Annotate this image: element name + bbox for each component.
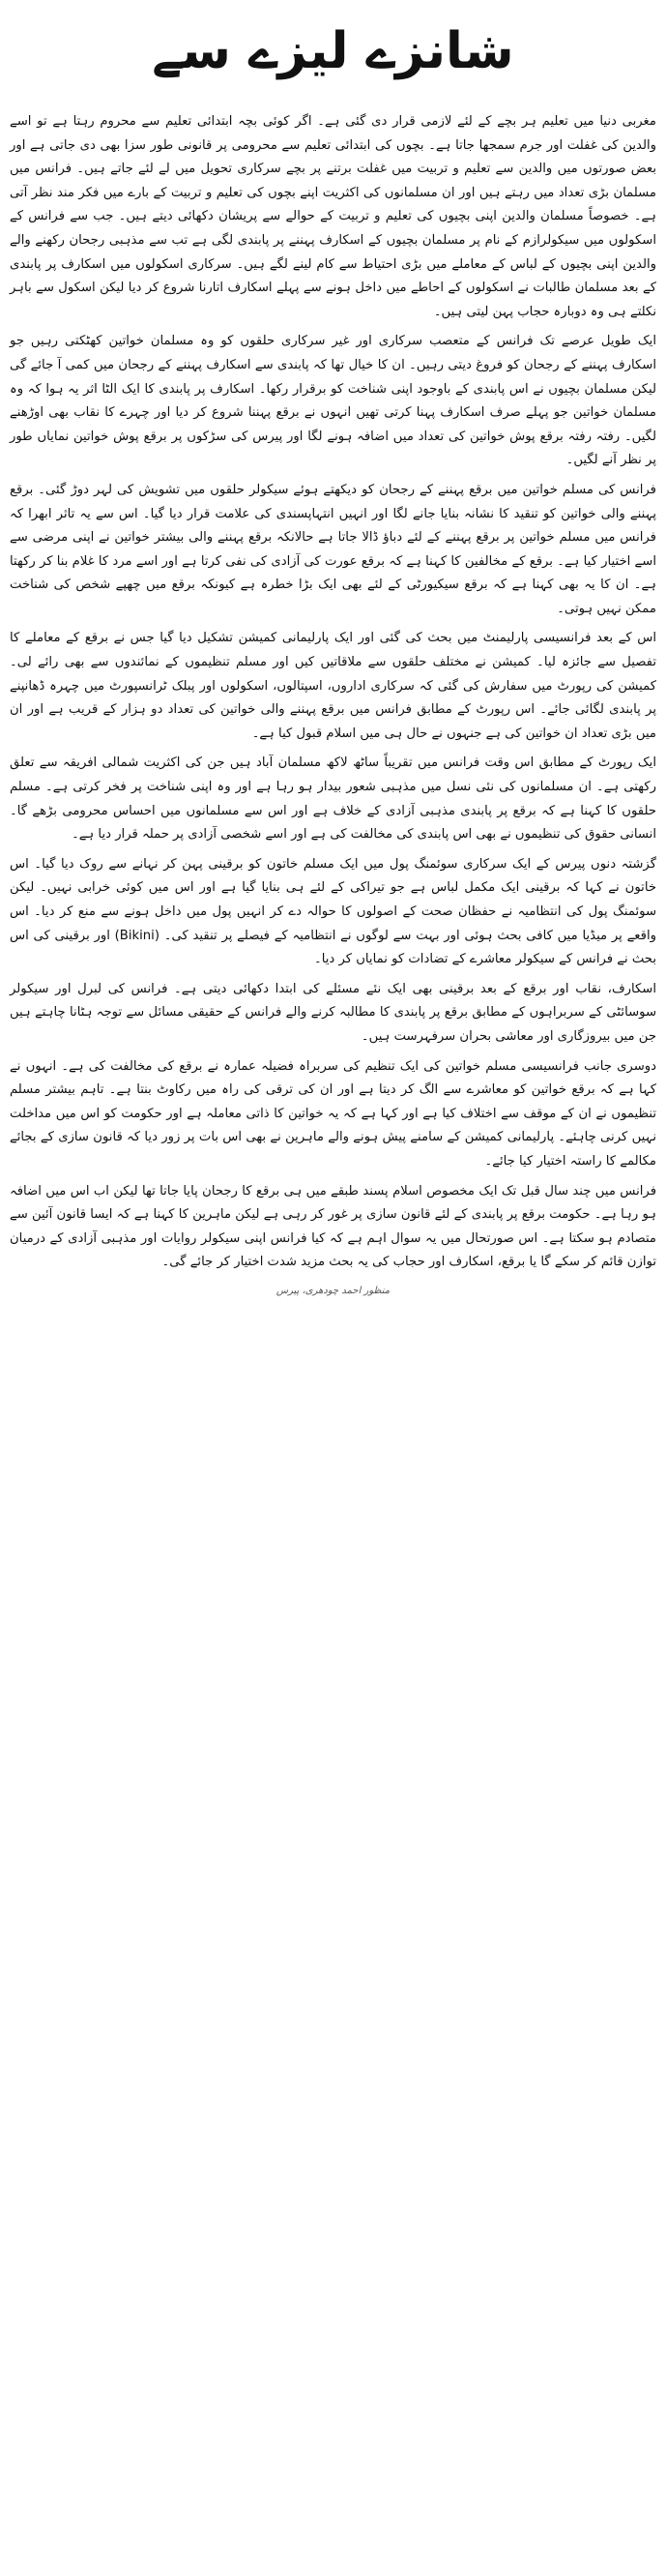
article-paragraph: اسکارف، نقاب اور برقع کے بعد برقینی بھی ایک نئے مسئلے کی ابتدا دکھائی دیتی ہے۔ فرانس کی لبرل اور سیکولر سوسائٹی کے سربراہوں کے مطابق برقع پر پابندی کا مطالبہ کرنے والے فرانس کے حقیقی مسائل سے توجہ ہٹانا چاہتے ہیں جن میں بیروزگاری اور معاشی بحران سرفہرست ہیں۔ [10, 981, 656, 1044]
article-paragraph: فرانس کی مسلم خواتین میں برقع پہننے کے رجحان کو دیکھتے ہوئے سیکولر حلقوں میں تشویش کی لہر دوڑ گئی۔ برقع پہننے والی خواتین کو تنقید کا نشانہ بنایا جانے لگا اور انہیں انتہاپسندی کی علامت قرار دیا گیا۔ اس سے یہ تاثر ابھرا کہ فرانس میں مسلم خواتین پر برقع پہننے کے لئے دباؤ ڈالا جاتا ہے حالانکہ برقع پہننے والی بیشتر خواتین نے اپنی مرضی سے اسے اختیار کیا ہے۔ برقع کے مخالفین کا کہنا ہے کہ برقع عورت کی آزادی کی نفی کرتا ہے اور اسے مرد کا غلام بنا کر رکھتا ہے۔ ان کا یہ بھی کہنا ہے کہ برقع سیکیورٹی کے لئے بھی ایک بڑا خطرہ ہے کیونکہ برقع میں چھپے شخص کی شناخت ممکن نہیں ہوتی۔ [10, 482, 656, 616]
article-paragraph: ایک طویل عرصے تک فرانس کے متعصب سرکاری اور غیر سرکاری حلقوں کو وہ مسلمان خواتین کھٹکتی رہیں جو اسکارف پہننے کے رجحان کو فروغ دیتی رہیں۔ ان کا خیال تھا کہ پابندی سے اسکارف پہننے کے رجحان میں کمی آ جائے گی لیکن مسلمان بچیوں نے اس پابندی کے باوجود اپنی شناخت کو برقرار رکھا۔ اسکارف پر پابندی کا ایک الٹا اثر یہ ہوا کہ وہ مسلمان خواتین جو پہلے صرف اسکارف پہنا کرتی تھیں انہوں نے برقع پہننا شروع کر دیا اور چہرے کا نقاب بھی اوڑھنے لگیں۔ رفتہ رفتہ برقع پوش خواتین کی تعداد میں اضافہ ہونے لگا اور پیرس کی سڑکوں پر برقع پوش خواتین نمایاں طور پر نظر آنے لگیں۔ [10, 334, 656, 468]
article-paragraph: مغربی دنیا میں تعلیم ہر بچے کے لئے لازمی قرار دی گئی ہے۔ اگر کوئی بچہ ابتدائی تعلیم سے محروم رہتا ہے تو اسے والدین کی غفلت اور جرم سمجھا جاتا ہے۔ بچوں کی ابتدائی تعلیم سے محرومی پر قانونی طور سزا بھی دی جاتی ہے اور بعض صورتوں میں والدین سے تعلیم و تربیت میں غفلت برتنے پر بچے سرکاری تحویل میں لے لئے جاتے ہیں۔ فرانس میں مسلمان بڑی تعداد میں رہتے ہیں اور ان مسلمانوں کی اکثریت اپنے بچوں کی تعلیم و تربیت کے بارے میں فکر مند نظر آتی ہے۔ خصوصاً مسلمان والدین اپنی بچیوں کی تعلیم و تربیت کے حوالے سے پریشان دکھائی دیتے ہیں۔ جب سے فرانس کے اسکولوں میں سیکولرازم کے نام پر مسلمان بچیوں کے اسکارف پہننے پر پابندی لگی ہے تب سے مذہبی رجحان رکھنے والے والدین اپنی بچیوں کے لباس کے معاملے میں بڑی احتیاط سے کام لینے لگے ہیں۔ سرکاری اسکولوں میں اسکارف پر پابندی کے بعد مسلمان طالبات نے اسکولوں کے احاطے میں داخل ہونے سے پہلے اسکارف اتارنا شروع کر دیا لیکن اسکول سے باہر نکلتے ہی وہ دوبارہ حجاب پہن لیتی ہیں۔ [10, 114, 656, 319]
article-body [10, 110, 656, 1275]
article-paragraph: گزشتہ دنوں پیرس کے ایک سرکاری سوئمنگ پول میں ایک مسلم خاتون کو برقینی پہن کر نہانے سے روک دیا گیا۔ اس خاتون نے کہا کہ برقینی ایک مکمل لباس ہے جو تیراکی کے لئے ہی بنایا گیا ہے اور اس میں کوئی خرابی نہیں۔ لیکن سوئمنگ پول کی انتظامیہ نے حفظان صحت کے اصولوں کا حوالہ دے کر انہیں پول میں داخل ہونے سے منع کر دیا۔ اس واقعے پر میڈیا میں کافی بحث ہوئی اور بہت سے لوگوں نے انتظامیہ کے فیصلے پر تنقید کی۔ (Bikini) اور برقینی کی اس بحث نے فرانس کے سیکولر معاشرے کے تضادات کو نمایاں کر دیا۔ [10, 856, 656, 967]
article-paragraph: دوسری جانب فرانسیسی مسلم خواتین کی ایک تنظیم کی سربراہ فضیلہ عمارہ نے برقع کی مخالفت کی ہے۔ انہوں نے کہا ہے کہ برقع خواتین کو معاشرے سے الگ کر دیتا ہے اور ان کی ترقی کی راہ میں رکاوٹ بنتا ہے۔ تاہم بیشتر مسلم تنظیموں نے ان کے موقف سے اختلاف کیا ہے اور کہا ہے کہ یہ خواتین کا ذاتی معاملہ ہے اور حکومت کو اس میں مداخلت نہیں کرنی چاہئے۔ پارلیمانی کمیشن کے سامنے پیش ہونے والے ماہرین نے بھی اس بات پر زور دیا کہ قانون سازی کے بجائے مکالمے کا راستہ اختیار کیا جائے۔ [10, 1058, 656, 1169]
article-headline: شانزے لیزے سے [152, 22, 514, 80]
article-paragraph: اس کے بعد فرانسیسی پارلیمنٹ میں بحث کی گئی اور ایک پارلیمانی کمیشن تشکیل دیا گیا جس نے برقع کے معاملے کا تفصیل سے جائزہ لیا۔ کمیشن نے مختلف حلقوں سے ملاقاتیں کیں اور مسلم تنظیموں کے نمائندوں سے بھی رائے لی۔ کمیشن کی رپورٹ میں سفارش کی گئی کہ سرکاری اداروں، اسپتالوں، اسکولوں اور پبلک ٹرانسپورٹ میں چہرہ ڈھانپنے پر پابندی لگائی جائے۔ اس رپورٹ کے مطابق فرانس میں برقع پہننے والی خواتین کی تعداد دو ہزار کے قریب ہے اور ان میں بڑی تعداد ان خواتین کی ہے جنہوں نے حال ہی میں اسلام قبول کیا ہے۔ [10, 631, 656, 741]
article-paragraph: ایک رپورٹ کے مطابق اس وقت فرانس میں تقریباً ساٹھ لاکھ مسلمان آباد ہیں جن کی اکثریت شمالی افریقہ سے تعلق رکھتی ہے۔ ان مسلمانوں کی نئی نسل میں مذہبی شعور بیدار ہو رہا ہے اور وہ اپنی شناخت پر فخر کرتی ہے۔ مسلم حلقوں کا کہنا ہے کہ برقع پر پابندی مذہبی آزادی کے خلاف ہے اور اس سے مسلمانوں میں احساس محرومی بڑھے گا۔ انسانی حقوق کی تنظیموں نے بھی اس پابندی کی مخالفت کی ہے اور اسے شخصی آزادی پر حملہ قرار دیا ہے۔ [10, 755, 656, 843]
article-paragraph: فرانس میں چند سال قبل تک ایک مخصوص اسلام پسند طبقے میں ہی برقع کا رجحان پایا جاتا تھا لیکن اب اس میں اضافہ ہو رہا ہے۔ حکومت برقع پر پابندی کے لئے قانون سازی پر غور کر رہی ہے لیکن ماہرین کا کہنا ہے کہ ایسا قانون آئین سے متصادم ہو سکتا ہے۔ اس صورتحال میں یہ سوال اہم ہے کہ کیا فرانس اپنی سیکولر روایات اور مذہبی آزادی کے درمیان توازن قائم کر سکے گا یا برقع، اسکارف اور حجاب کی یہ بحث مزید شدت اختیار کر جائے گی۔ [10, 1183, 656, 1270]
author-credit: منظور احمد چودھری، پیرس [275, 1285, 391, 1296]
